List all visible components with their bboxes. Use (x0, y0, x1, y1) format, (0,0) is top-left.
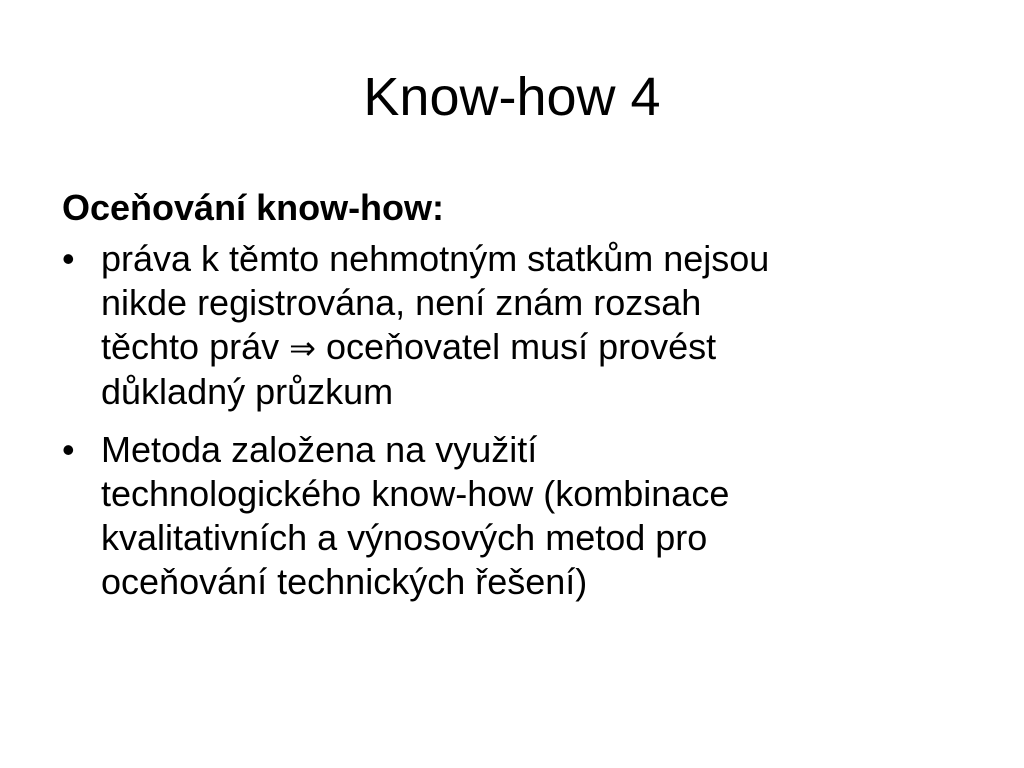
bullet-item-1 (62, 237, 962, 414)
bullet-dot-icon: • (62, 238, 75, 279)
bullet-2-line-3: kvalitativních a výnosových metod pro (101, 517, 708, 558)
bullet-2-line-2: technologického know-how (kombinace (101, 473, 730, 514)
subheading: Oceňování know-how: (62, 187, 445, 228)
bullet-1-line-1: práva k těmto nehmotným statkům nejsou (101, 238, 770, 279)
implies-arrow-icon: ⇒ (289, 329, 316, 367)
bullet-2-line-1: Metoda založena na využití (101, 429, 538, 470)
slide-title: Know-how 4 (363, 67, 661, 127)
bullet-list (62, 237, 962, 604)
bullet-1-line-3-before: těchto práv (101, 326, 280, 367)
bullet-1-line-4: důkladný průzkum (101, 371, 394, 412)
slide-content (62, 186, 962, 618)
bullet-1-line-3-after: oceňovatel musí provést (325, 326, 717, 367)
bullet-1-line-3 (101, 325, 962, 370)
bullet-item-2 (62, 428, 962, 604)
bullet-dot-icon: • (62, 429, 75, 470)
bullet-2-line-4: oceňování technických řešení) (101, 561, 588, 602)
bullet-1-line-2: nikde registrována, není znám rozsah (101, 282, 702, 323)
